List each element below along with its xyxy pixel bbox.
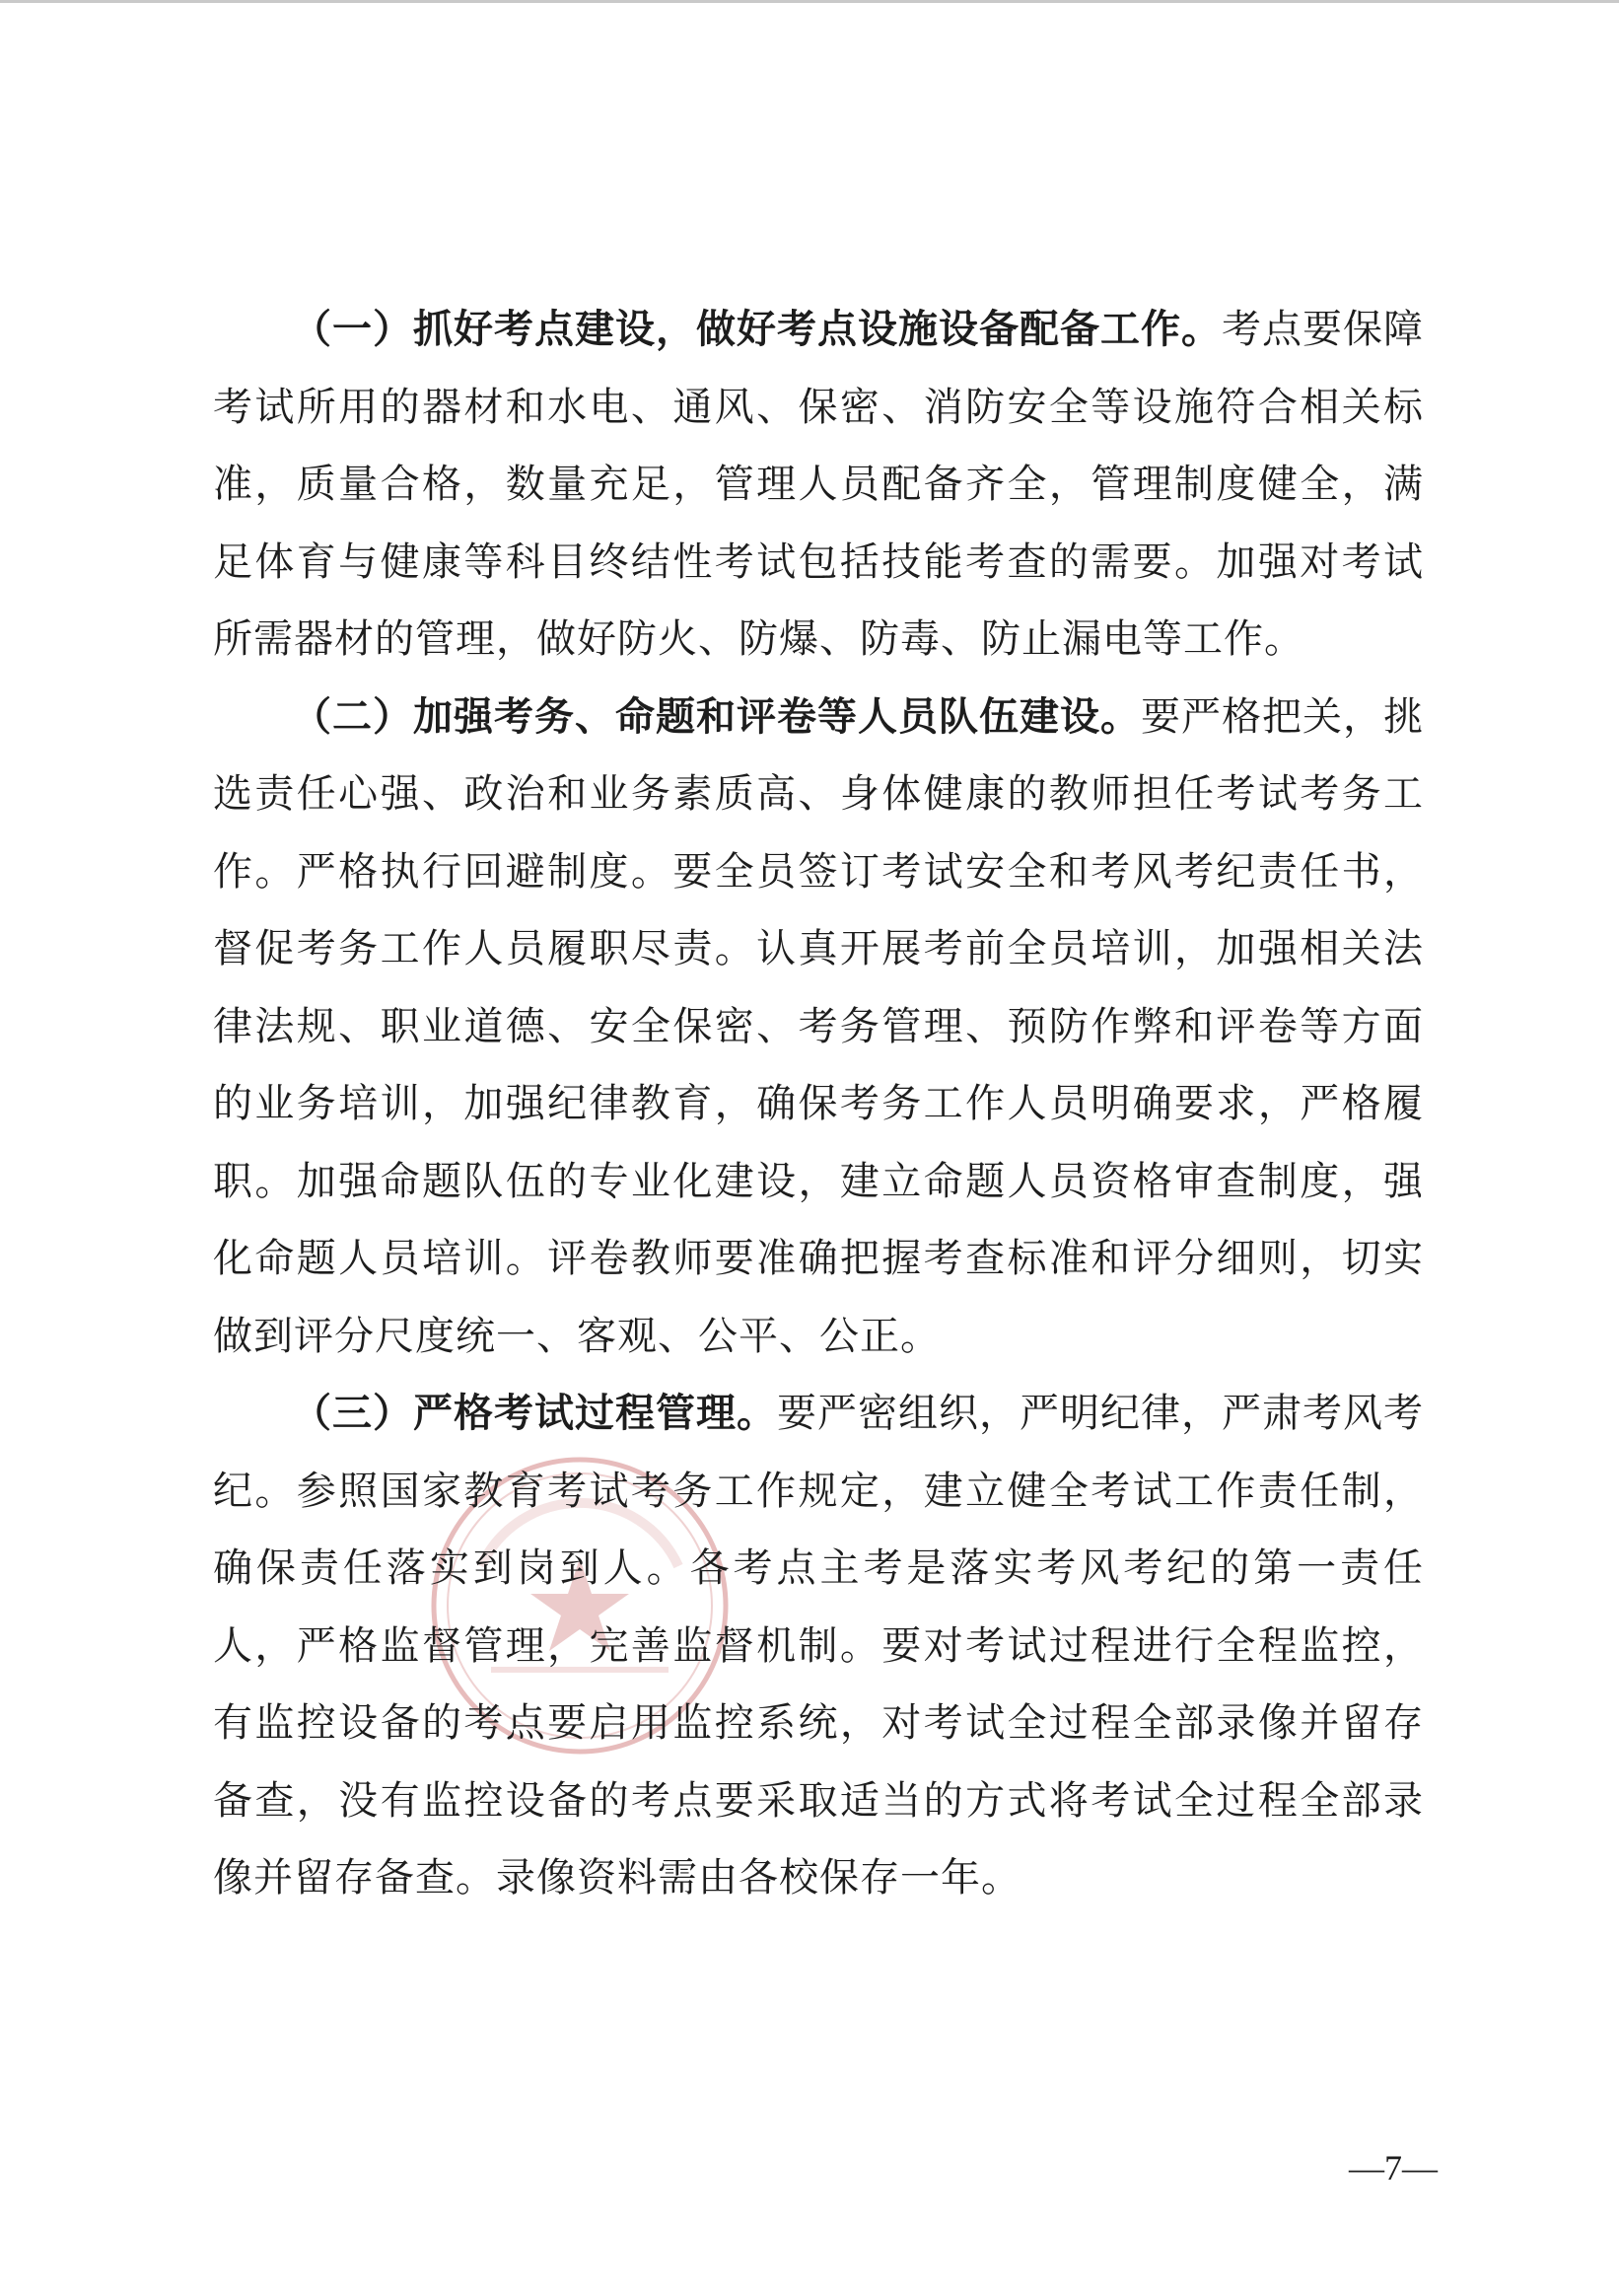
- paragraph-2: [213, 679, 1424, 1376]
- paragraph-1: [213, 291, 1424, 679]
- paragraph-1-text: 考点要保障考试所用的器材和水电、通风、保密、消防安全等设施符合相关标准，质量合格，数量充足，管理人员配备齐全，管理制度健全，满足体育与健康等科目终结性考试包括技能考查的需要。加强对考试所需器材的管理，做好防火、防爆、防毒、防止漏电等工作。: [213, 307, 1424, 662]
- page-number: —7—: [1349, 2148, 1438, 2188]
- paragraph-3-text: 要严密组织，严明纪律，严肃考风考纪。参照国家教育考试考务工作规定，建立健全考试工作责任制，确保责任落实到岗到人。各考点主考是落实考风考纪的第一责任人，严格监督管理，完善监督机制。要对考试过程进行全程监控，有监控设备的考点要启用监控系统，对考试全过程全部录像并留存备查，没有监控设备的考点要采取适当的方式将考试全过程全部录像并留存备查。录像资料需由各校保存一年。: [213, 1391, 1424, 1901]
- paragraph-3-heading: （三）严格考试过程管理。: [292, 1390, 777, 1436]
- paragraph-1-heading: （一）抓好考点建设，做好考点设施设备配备工作。: [292, 306, 1222, 352]
- document-body: [213, 291, 1424, 1917]
- paragraph-3: [213, 1375, 1424, 1917]
- paragraph-2-heading: （二）加强考务、命题和评卷等人员队伍建设。: [292, 692, 1141, 740]
- page-top-border: [0, 0, 1619, 3]
- paragraph-2-text: 要严格把关，挑选责任心强、政治和业务素质高、身体健康的教师担任考试考务工作。严格执行回避制度。要全员签订考试安全和考风考纪责任书，督促考务工作人员履职尽责。认真开展考前全员培训，加强相关法律法规、职业道德、安全保密、考务管理、预防作弊和评卷等方面的业务培训，加强纪律教育，确保考务工作人员明确要求，严格履职。加强命题队伍的专业化建设，建立命题人员资格审查制度，强化命题人员培训。评卷教师要准确把握考查标准和评分细则，切实做到评分尺度统一、客观、公平、公正。: [213, 693, 1424, 1359]
